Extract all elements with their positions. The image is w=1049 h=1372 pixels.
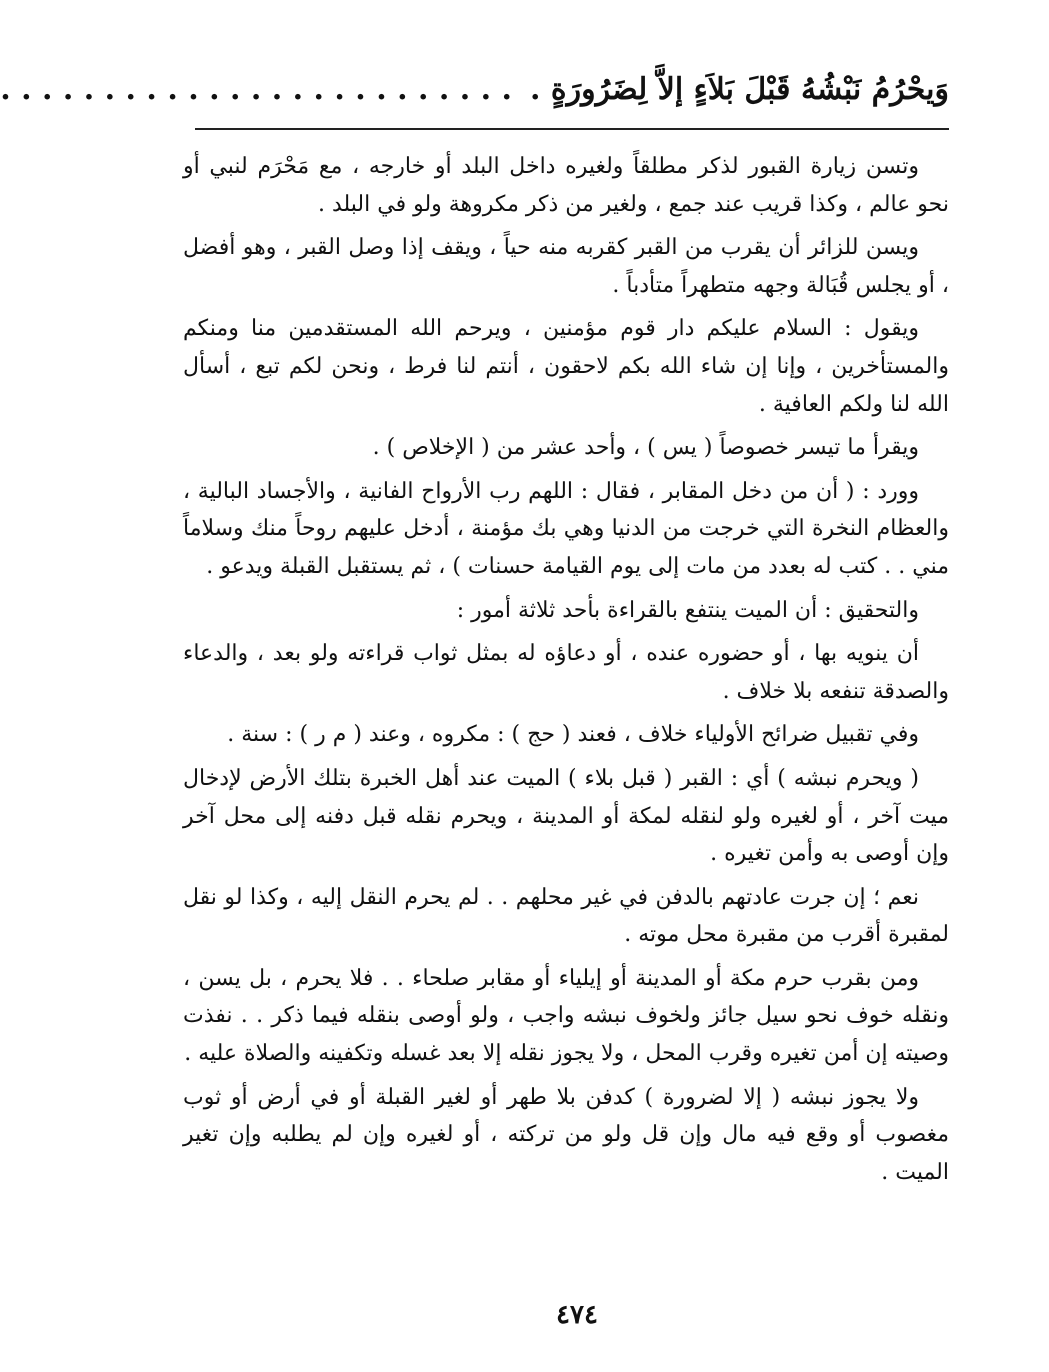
paragraph: أن ينويه بها ، أو حضوره عنده ، أو دعاؤه له بمثل ثواب قراءته ولو بعد ، والدعاء والصدقة تنفعه بلا خلاف .: [183, 641, 949, 704]
header-rule: [195, 128, 949, 130]
paragraph: ويقول : السلام عليكم دار قوم مؤمنين ، ويرحم الله المستقدمين منا ومنكم والمستأخرين ، وإنا إن شاء الله بكم لاحقون ، أنتم لنا فرط ، ونحن لكم تبع ، أسأل الله لنا ولكم العافية .: [183, 316, 949, 417]
paragraph: وفي تقبيل ضرائح الأولياء خلاف ، فعند ( حج ) : مكروه ، وعند ( م ر ) : سنة .: [227, 722, 919, 748]
page-number: ٤٧٤: [556, 1300, 598, 1330]
paragraph: وتسن زيارة القبور لذكر مطلقاً ولغيره داخل البلد أو خارجه ، مع مَحْرَم لنبي أو نحو عالم ، وكذا قريب عند جمع ، ولغير من ذكر مكروهة ولو في البلد .: [183, 154, 949, 217]
header-title: وَيحْرُمُ نَبْشُهُ قَبْلَ بَلاَءٍ إلاَّ لِضَرُورَةٍ .: [529, 71, 949, 107]
running-header: [0, 64, 949, 114]
header-dots: . . . . . . . . . . . . . . . . . . . . . . . . .: [0, 71, 512, 107]
paragraph: نعم ؛ إن جرت عادتهم بالدفن في غير محلهم . . لم يحرم النقل إليه ، وكذا لو نقل لمقبرة أقرب من مقبرة محل موته .: [183, 884, 949, 948]
paragraph: والتحقيق : أن الميت ينتفع بالقراءة بأحد ثلاثة أمور :: [456, 597, 919, 623]
paragraph: ويسن للزائر أن يقرب من القبر كقربه منه حياً ، ويقف إذا وصل القبر ، وهو أفضل ، أو يجلس قُبَالة وجهه متطهراً متأدباً .: [183, 235, 949, 298]
paragraph: ومن بقرب حرم مكة أو المدينة أو إيلياء أو مقابر صلحاء . . فلا يحرم ، بل يسن ، ونقله خوف نحو سيل جائز ولخوف نبشه واجب ، ولو أوصى بنقله فيما ذكر . . نفذت وصيته إن أمن تغيره وقرب المحل ، ولا يجوز نقله إلا بعد غسله وتكفينه والصلاة عليه .: [183, 965, 949, 1067]
paragraph: ولا يجوز نبشه ( إلا لضرورة ) كدفن بلا طهر أو لغير القبلة أو في أرض أو ثوب مغصوب أو وقع فيه مال وإن قل ولو من تركته ، أو لغيره وإن لم يطلبه وإن تغير الميت .: [183, 1084, 949, 1185]
paragraph: وورد : ( أن من دخل المقابر ، فقال : اللهم رب الأرواح الفانية ، والأجساد البالية ، والعظام النخرة التي خرجت من الدنيا وهي بك مؤمنة ، أدخل عليهم روحاً منك وسلاماً مني . . كتب له بعدد من مات إلى يوم القيامة حسنات ) ، ثم يستقبل القبلة ويدعو .: [183, 478, 949, 579]
paragraph: ( ويحرم نبشه ) أي : القبر ( قبل بلاء ) الميت عند أهل الخبرة بتلك الأرض لإدخال ميت آخر ، أو لغيره ولو لنقله لمكة أو المدينة ، ويحرم نقله قبل دفنه إلى محل آخر وإن أوصى به وأمن تغيره .: [183, 765, 949, 867]
paragraph: ويقرأ ما تيسر خصوصاً ( يس ) ، وأحد عشر من ( الإخلاص ) .: [372, 435, 919, 461]
main-text: [183, 148, 949, 1197]
